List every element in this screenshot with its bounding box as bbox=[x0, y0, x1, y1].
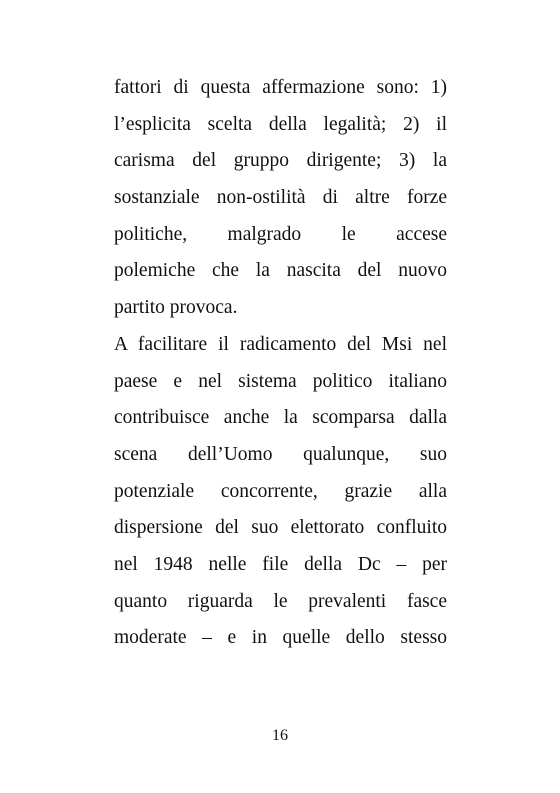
text-line: sostanziale non-ostilità di altre forze bbox=[114, 187, 447, 209]
text-line: l’esplicita scelta della legalità; 2) il bbox=[114, 113, 447, 135]
text-line: scena dell’Uomo qualunque, suo bbox=[114, 443, 447, 465]
text-line: partito provoca. bbox=[114, 297, 238, 319]
paragraph-1 bbox=[114, 70, 447, 327]
text-line: carisma del gruppo dirigente; 3) la bbox=[114, 150, 447, 172]
text-line: politiche, malgrado le accese bbox=[114, 223, 447, 245]
body-text bbox=[114, 70, 447, 657]
text-line: nel 1948 nelle file della Dc – per bbox=[114, 553, 447, 575]
text-line: dispersione del suo elettorato confluito bbox=[114, 517, 447, 539]
text-line: paese e nel sistema politico italiano bbox=[114, 370, 447, 392]
text-line: moderate – e in quelle dello stesso bbox=[114, 627, 447, 649]
paragraph-2 bbox=[114, 327, 447, 657]
text-line: A facilitare il radicamento del Msi nel bbox=[114, 333, 447, 355]
text-line: fattori di questa affermazione sono: 1) bbox=[114, 77, 447, 98]
page-number: 16 bbox=[272, 727, 288, 744]
text-line: potenziale concorrente, grazie alla bbox=[114, 480, 447, 502]
text-line: polemiche che la nascita del nuovo bbox=[114, 260, 447, 282]
text-line: quanto riguarda le prevalenti fasce bbox=[114, 590, 447, 612]
text-line: contribuisce anche la scomparsa dalla bbox=[114, 407, 447, 429]
